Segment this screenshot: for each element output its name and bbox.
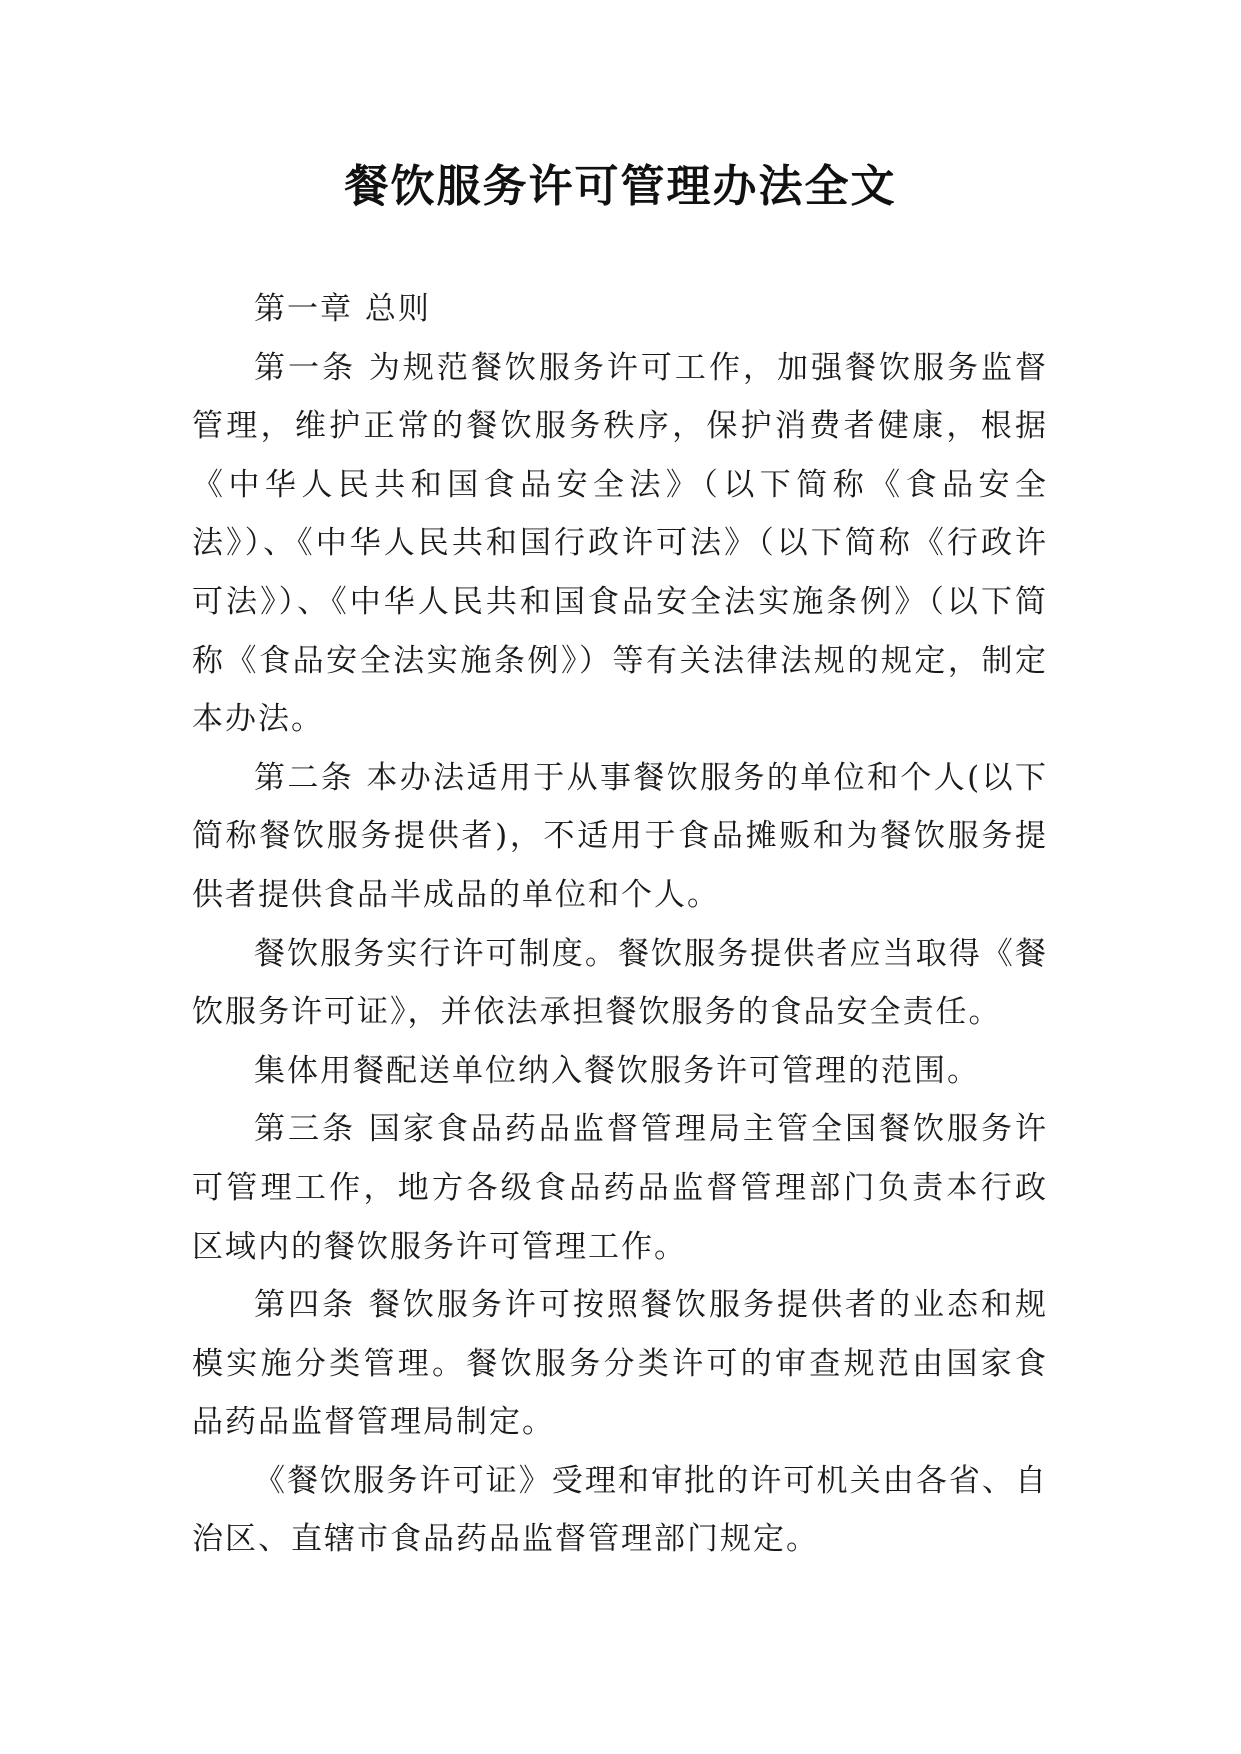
article-3-paragraph: 第三条 国家食品药品监督管理局主管全国餐饮服务许可管理工作，地方各级食品药品监督管理部门负责本行政区域内的餐饮服务许可管理工作。 (192, 1111, 1048, 1265)
document-title: 餐饮服务许可管理办法全文 (344, 161, 897, 212)
article-4-paragraph: 第四条 餐饮服务许可按照餐饮服务提供者的业态和规模实施分类管理。餐饮服务分类许可的审查规范由国家食品药品监督管理局制定。 (192, 1287, 1048, 1441)
chapter-heading: 第一章 总则 (254, 291, 431, 327)
approval-authority-paragraph: 《餐饮服务许可证》受理和审批的许可机关由各省、自治区、直辖市食品药品监督管理部门规定。 (192, 1462, 1048, 1558)
license-system-paragraph: 餐饮服务实行许可制度。餐饮服务提供者应当取得《餐饮服务许可证》，并依法承担餐饮服务的食品安全责任。 (192, 935, 1048, 1031)
document-body (192, 280, 1048, 1569)
article-2-paragraph: 第二条 本办法适用于从事餐饮服务的单位和个人(以下简称餐饮服务提供者)，不适用于食品摊贩和为餐饮服务提供者提供食品半成品的单位和个人。 (192, 759, 1048, 913)
group-catering-paragraph: 集体用餐配送单位纳入餐饮服务许可管理的范围。 (254, 1052, 980, 1089)
article-1-paragraph: 第一条 为规范餐饮服务许可工作，加强餐饮服务监督管理，维护正常的餐饮服务秩序，保护消费者健康，根据《中华人民共和国食品安全法》（以下简称《食品安全法》）、《中华人民共和国行政许可法》（以下简称《行政许可法》）、《中华人民共和国食品安全法实施条例》（以下简称《食品安全法实施条例》）等有关法律法规的规定，制定本办法。 (192, 349, 1048, 738)
